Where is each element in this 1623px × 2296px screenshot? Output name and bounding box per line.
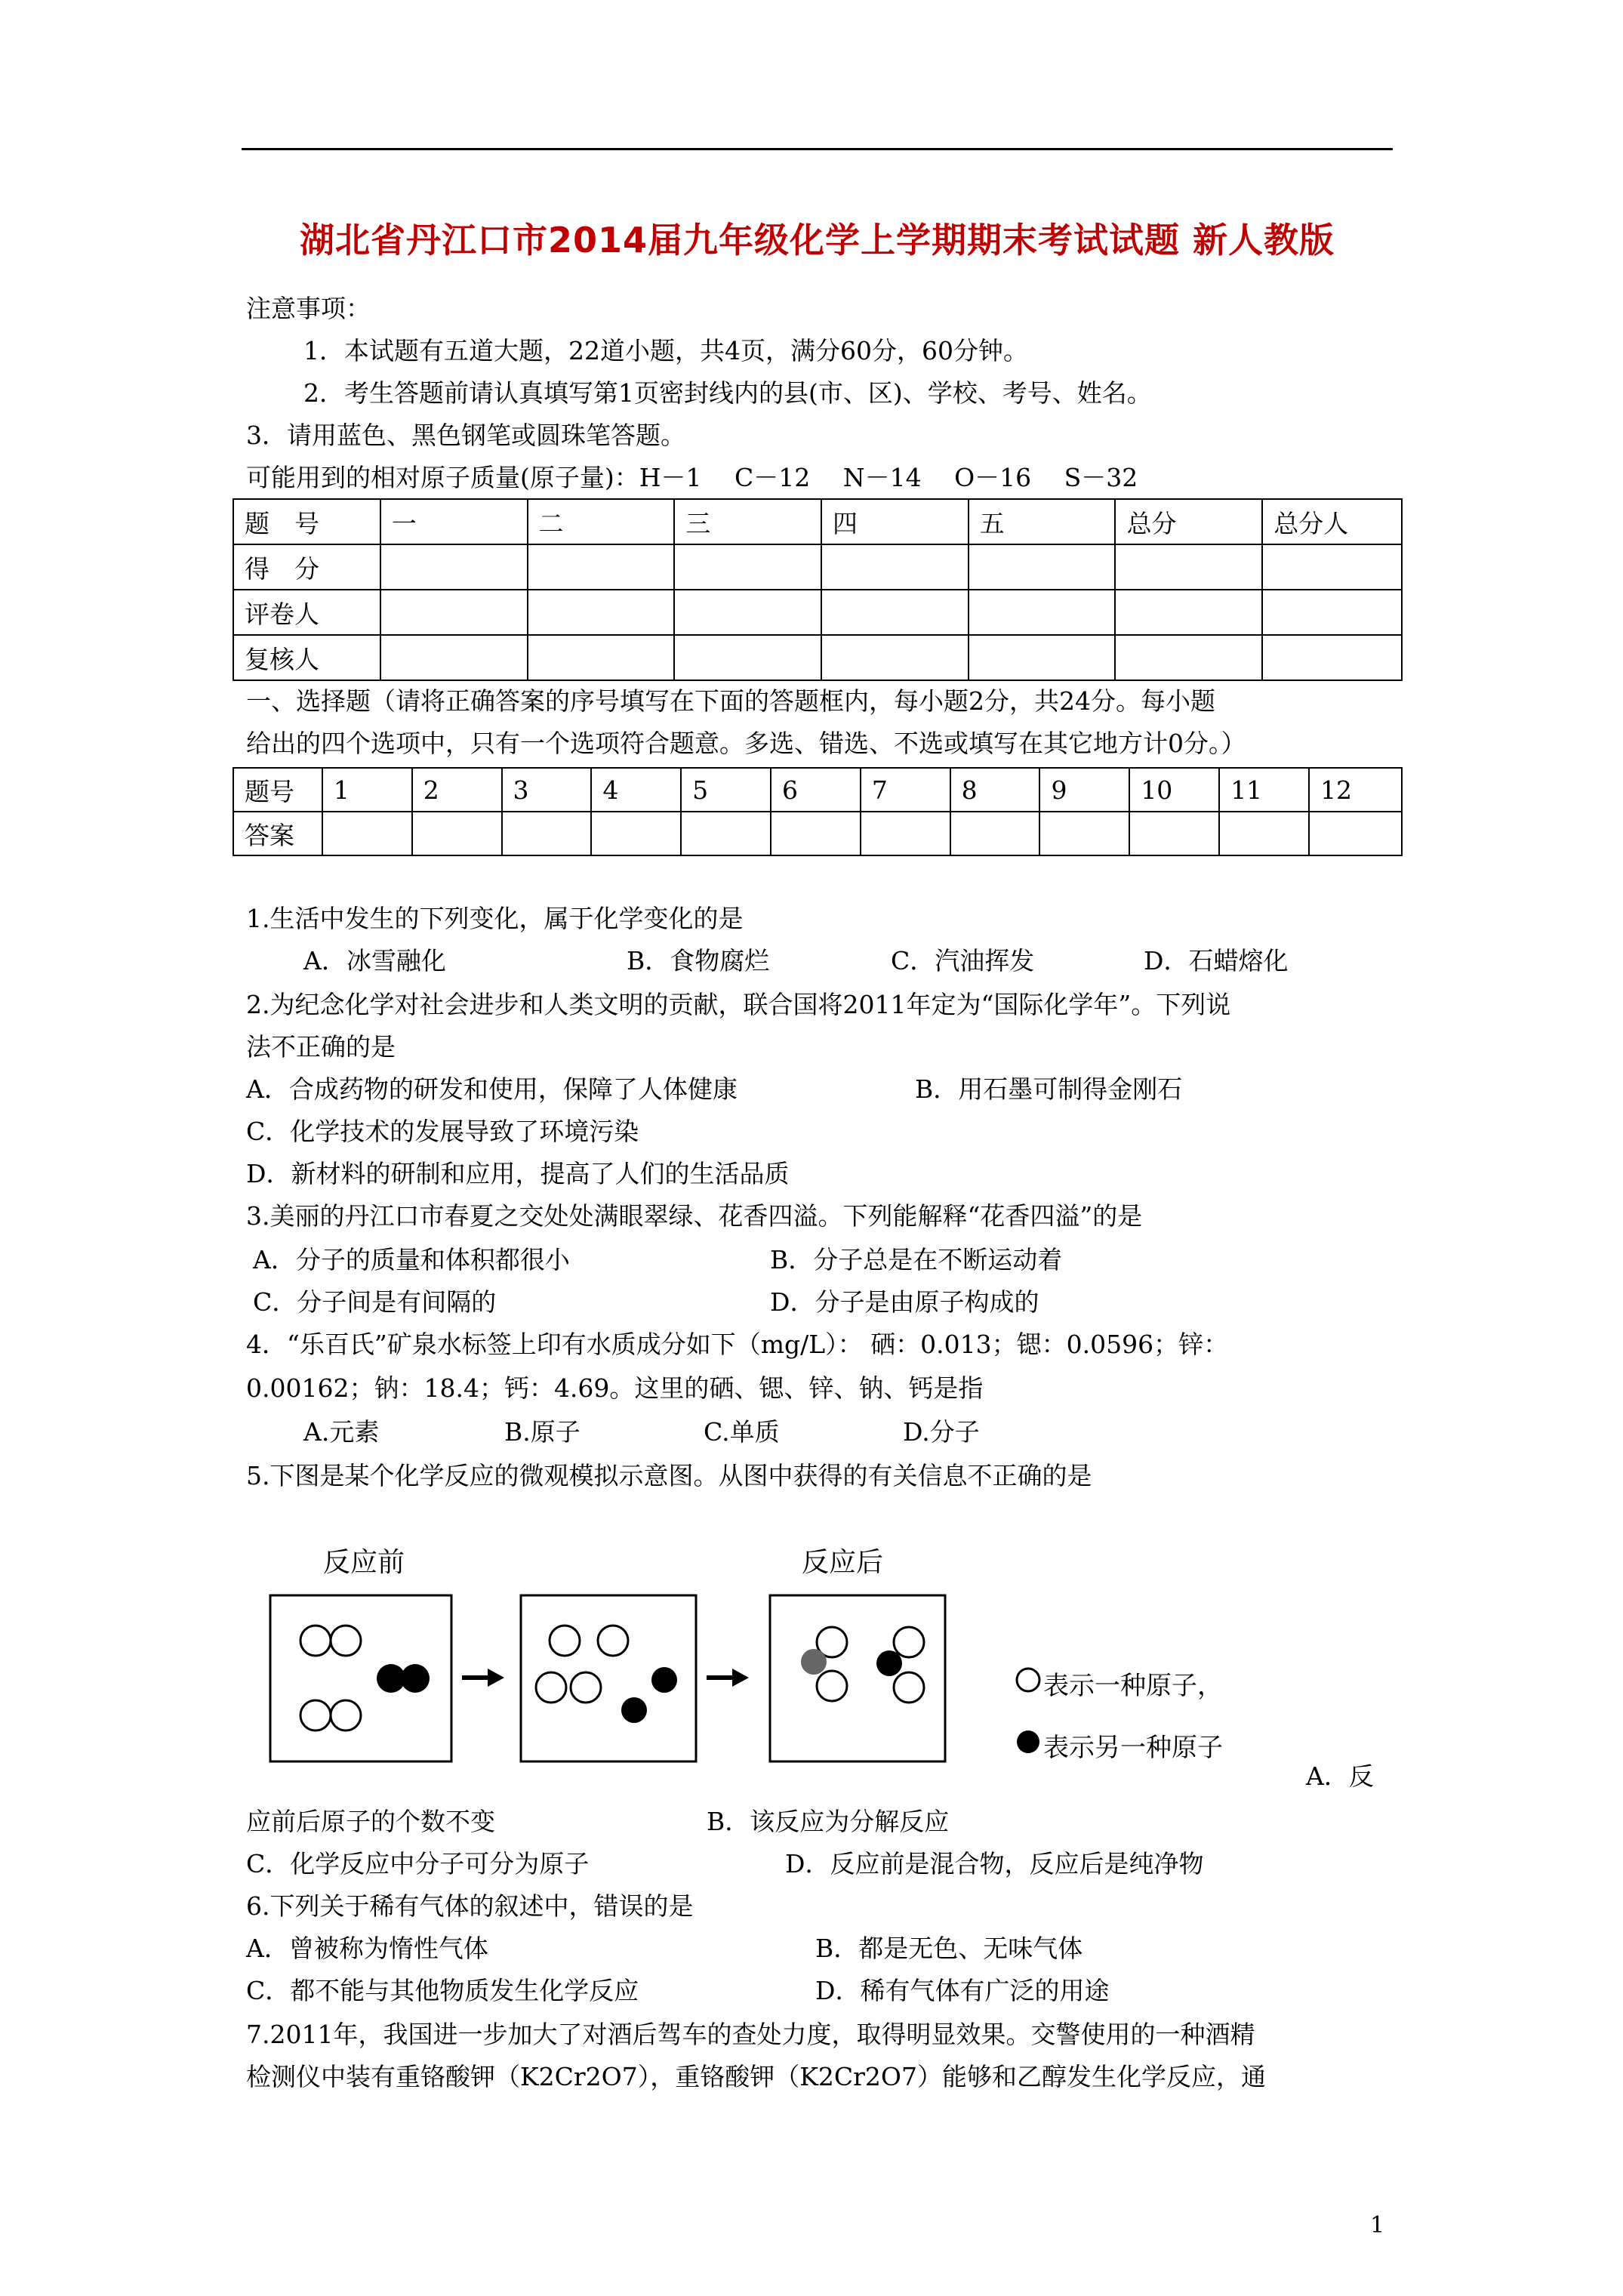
q6-stem: 6.下列关于稀有气体的叙述中，错误的是 bbox=[246, 1891, 694, 1921]
q1-option-d: D．石蜡熔化 bbox=[1144, 946, 1289, 975]
white-atom bbox=[571, 1672, 601, 1703]
arrow-2 bbox=[707, 1669, 749, 1687]
notes-heading: 注意事项： bbox=[246, 294, 371, 323]
score-row-label: 评卷人 bbox=[233, 590, 380, 635]
question-number-cell: 3 bbox=[502, 768, 592, 812]
question-number-cell: 6 bbox=[771, 768, 861, 812]
question-number-cell: 12 bbox=[1309, 768, 1402, 812]
q3-option-b: B．分子总是在不断运动着 bbox=[770, 1245, 1063, 1274]
q3-option-a: A．分子的质量和体积都很小 bbox=[253, 1245, 570, 1274]
question-number-cell: 11 bbox=[1219, 768, 1309, 812]
q2-option-a: A．合成药物的研发和使用，保障了人体健康 bbox=[246, 1074, 738, 1104]
white-atom bbox=[894, 1672, 924, 1703]
q5-option-b: B．该反应为分解反应 bbox=[707, 1807, 950, 1836]
question-number-cell: 2 bbox=[412, 768, 502, 812]
legend-black-atom bbox=[1017, 1730, 1039, 1753]
legend-white-atom bbox=[1017, 1669, 1039, 1691]
score-header-cell: 五 bbox=[969, 499, 1116, 544]
white-atom bbox=[894, 1627, 924, 1657]
question-number-cell: 1 bbox=[322, 768, 412, 812]
q1-option-a: A．冰雪融化 bbox=[303, 946, 446, 975]
after-label: 反应后 bbox=[802, 1547, 884, 1578]
black-atom bbox=[401, 1664, 430, 1693]
score-header-cell: 二 bbox=[528, 499, 675, 544]
q4-stem-line1: 4．“乐百氏”矿泉水标签上印有水质成分如下（mg/L）： 硒：0.013；锶：0.0596；锌： bbox=[246, 1330, 1229, 1359]
score-row-label: 得 分 bbox=[233, 544, 380, 590]
arrow-1 bbox=[462, 1669, 504, 1687]
q1-stem: 1.生活中发生的下列变化，属于化学变化的是 bbox=[246, 904, 744, 933]
q4-option-d: D.分子 bbox=[903, 1417, 980, 1447]
white-atom bbox=[331, 1700, 361, 1730]
answer-table-answer-row bbox=[233, 812, 1402, 855]
white-atom bbox=[536, 1672, 566, 1703]
q3-option-d: D．分子是由原子构成的 bbox=[770, 1287, 1039, 1317]
black-atom bbox=[876, 1650, 902, 1676]
white-atom bbox=[598, 1626, 628, 1656]
product-molecule-2 bbox=[876, 1627, 924, 1703]
legend-text-1: 表示一种原子， bbox=[1043, 1671, 1223, 1701]
q3-option-c: C．分子间是有间隔的 bbox=[253, 1287, 497, 1317]
reaction-diagram bbox=[264, 1529, 1283, 1778]
legend-text-2: 表示另一种原子 bbox=[1043, 1733, 1223, 1763]
box-before-atoms bbox=[300, 1626, 361, 1730]
note-item-2: 2．考生答题前请认真填写第1页密封线内的县(市、区)、学校、考号、姓名。 bbox=[303, 378, 1152, 408]
q1-option-b: B．食物腐烂 bbox=[627, 946, 770, 975]
q6-option-a: A．曾被称为惰性气体 bbox=[246, 1934, 488, 1963]
page-title: 湖北省丹江口市2014届九年级化学上学期期末考试试题 新人教版 bbox=[299, 220, 1335, 260]
question-number-cell: 4 bbox=[591, 768, 681, 812]
answer-row-label: 题号 bbox=[233, 768, 322, 812]
black-atom bbox=[801, 1649, 827, 1675]
answer-row-label: 答案 bbox=[233, 812, 322, 855]
box-middle-black-atoms bbox=[621, 1667, 677, 1723]
score-table-header-row bbox=[233, 499, 1402, 544]
score-header-cell: 总分人 bbox=[1262, 499, 1402, 544]
white-atom bbox=[550, 1626, 580, 1656]
white-atom bbox=[300, 1626, 331, 1656]
box-before-black-molecule bbox=[377, 1664, 430, 1693]
q2-option-c: C．化学技术的发展导致了环境污染 bbox=[246, 1117, 639, 1146]
question-number-cell: 10 bbox=[1129, 768, 1219, 812]
q6-option-d: D．稀有气体有广泛的用途 bbox=[815, 1976, 1110, 2005]
white-atom bbox=[331, 1626, 361, 1656]
white-atom bbox=[817, 1671, 847, 1701]
note-item-3: 3．请用蓝色、黑色钢笔或圆珠笔答题。 bbox=[246, 421, 685, 450]
q1-option-c: C．汽油挥发 bbox=[891, 946, 1035, 975]
section1-instruction-2: 给出的四个选项中，只有一个选项符合题意。多选、错选、不选或填写在其它地方计0分。） bbox=[246, 729, 1246, 758]
atomic-mass-line: 可能用到的相对原子质量(原子量)：H－1 C－12 N－14 O－16 S－32 bbox=[246, 463, 1138, 492]
black-atom bbox=[621, 1697, 647, 1723]
question-number-cell: 5 bbox=[681, 768, 771, 812]
q4-option-b: B.原子 bbox=[504, 1417, 581, 1447]
score-table-row bbox=[233, 635, 1402, 680]
q2-stem-line2: 法不正确的是 bbox=[246, 1032, 396, 1062]
q5-stem: 5.下图是某个化学反应的微观模拟示意图。从图中获得的有关信息不正确的是 bbox=[246, 1461, 1092, 1490]
q5-option-c: C．化学反应中分子可分为原子 bbox=[246, 1849, 590, 1878]
before-label: 反应前 bbox=[323, 1547, 405, 1578]
score-row-label: 复核人 bbox=[233, 635, 380, 680]
q4-option-a: A.元素 bbox=[303, 1417, 380, 1447]
q5-option-a-part1: A．反 bbox=[1306, 1761, 1374, 1791]
white-atom bbox=[300, 1700, 331, 1730]
question-number-cell: 9 bbox=[1039, 768, 1129, 812]
q6-option-b: B．都是无色、无味气体 bbox=[815, 1934, 1083, 1963]
note-item-1: 1．本试题有五道大题，22道小题，共4页，满分60分，60分钟。 bbox=[303, 336, 1028, 365]
black-atom bbox=[651, 1667, 677, 1693]
q7-line2: 检测仪中装有重铬酸钾（K2Cr2O7），重铬酸钾（K2Cr2O7）能够和乙醇发生化学反应，通 bbox=[246, 2062, 1266, 2091]
score-header-cell: 三 bbox=[674, 499, 821, 544]
question-number-cell: 7 bbox=[861, 768, 950, 812]
score-header-cell: 题 号 bbox=[233, 499, 380, 544]
product-molecule-1 bbox=[801, 1627, 847, 1701]
q2-option-d: D．新材料的研制和应用，提高了人们的生活品质 bbox=[246, 1159, 790, 1188]
section1-instruction-1: 一、选择题（请将正确答案的序号填写在下面的答题框内，每小题2分，共24分。每小题 bbox=[246, 686, 1215, 716]
score-header-cell: 总分 bbox=[1115, 499, 1262, 544]
q2-option-b: B．用石墨可制得金刚石 bbox=[915, 1074, 1183, 1104]
q6-option-c: C．都不能与其他物质发生化学反应 bbox=[246, 1976, 639, 2005]
page-number: 1 bbox=[1370, 2212, 1385, 2239]
q2-stem-line1: 2.为纪念化学对社会进步和人类文明的贡献，联合国将2011年定为“国际化学年”。下列说 bbox=[246, 990, 1231, 1019]
answer-table-number-row bbox=[233, 768, 1402, 812]
q7-line1: 7.2011年，我国进一步加大了对酒后驾车的查处力度，取得明显效果。交警使用的一种酒精 bbox=[246, 2020, 1255, 2049]
q4-stem-line2: 0.00162；钠：18.4；钙：4.69。这里的硒、锶、锌、钠、钙是指 bbox=[246, 1373, 984, 1403]
q5-option-a-part2: 应前后原子的个数不变 bbox=[246, 1807, 495, 1836]
score-table-row bbox=[233, 544, 1402, 590]
score-header-cell: 四 bbox=[821, 499, 969, 544]
q3-stem: 3.美丽的丹江口市春夏之交处处满眼翠绿、花香四溢。下列能解释“花香四溢”的是 bbox=[246, 1201, 1143, 1231]
answer-table bbox=[233, 767, 1403, 856]
score-table-row bbox=[233, 590, 1402, 635]
score-table bbox=[233, 498, 1403, 681]
box-middle-atoms bbox=[536, 1626, 628, 1703]
score-header-cell: 一 bbox=[380, 499, 528, 544]
q5-option-d: D．反应前是混合物，反应后是纯净物 bbox=[785, 1849, 1204, 1878]
question-number-cell: 8 bbox=[950, 768, 1040, 812]
q4-option-c: C.单质 bbox=[704, 1417, 780, 1447]
header-rule bbox=[242, 148, 1393, 150]
